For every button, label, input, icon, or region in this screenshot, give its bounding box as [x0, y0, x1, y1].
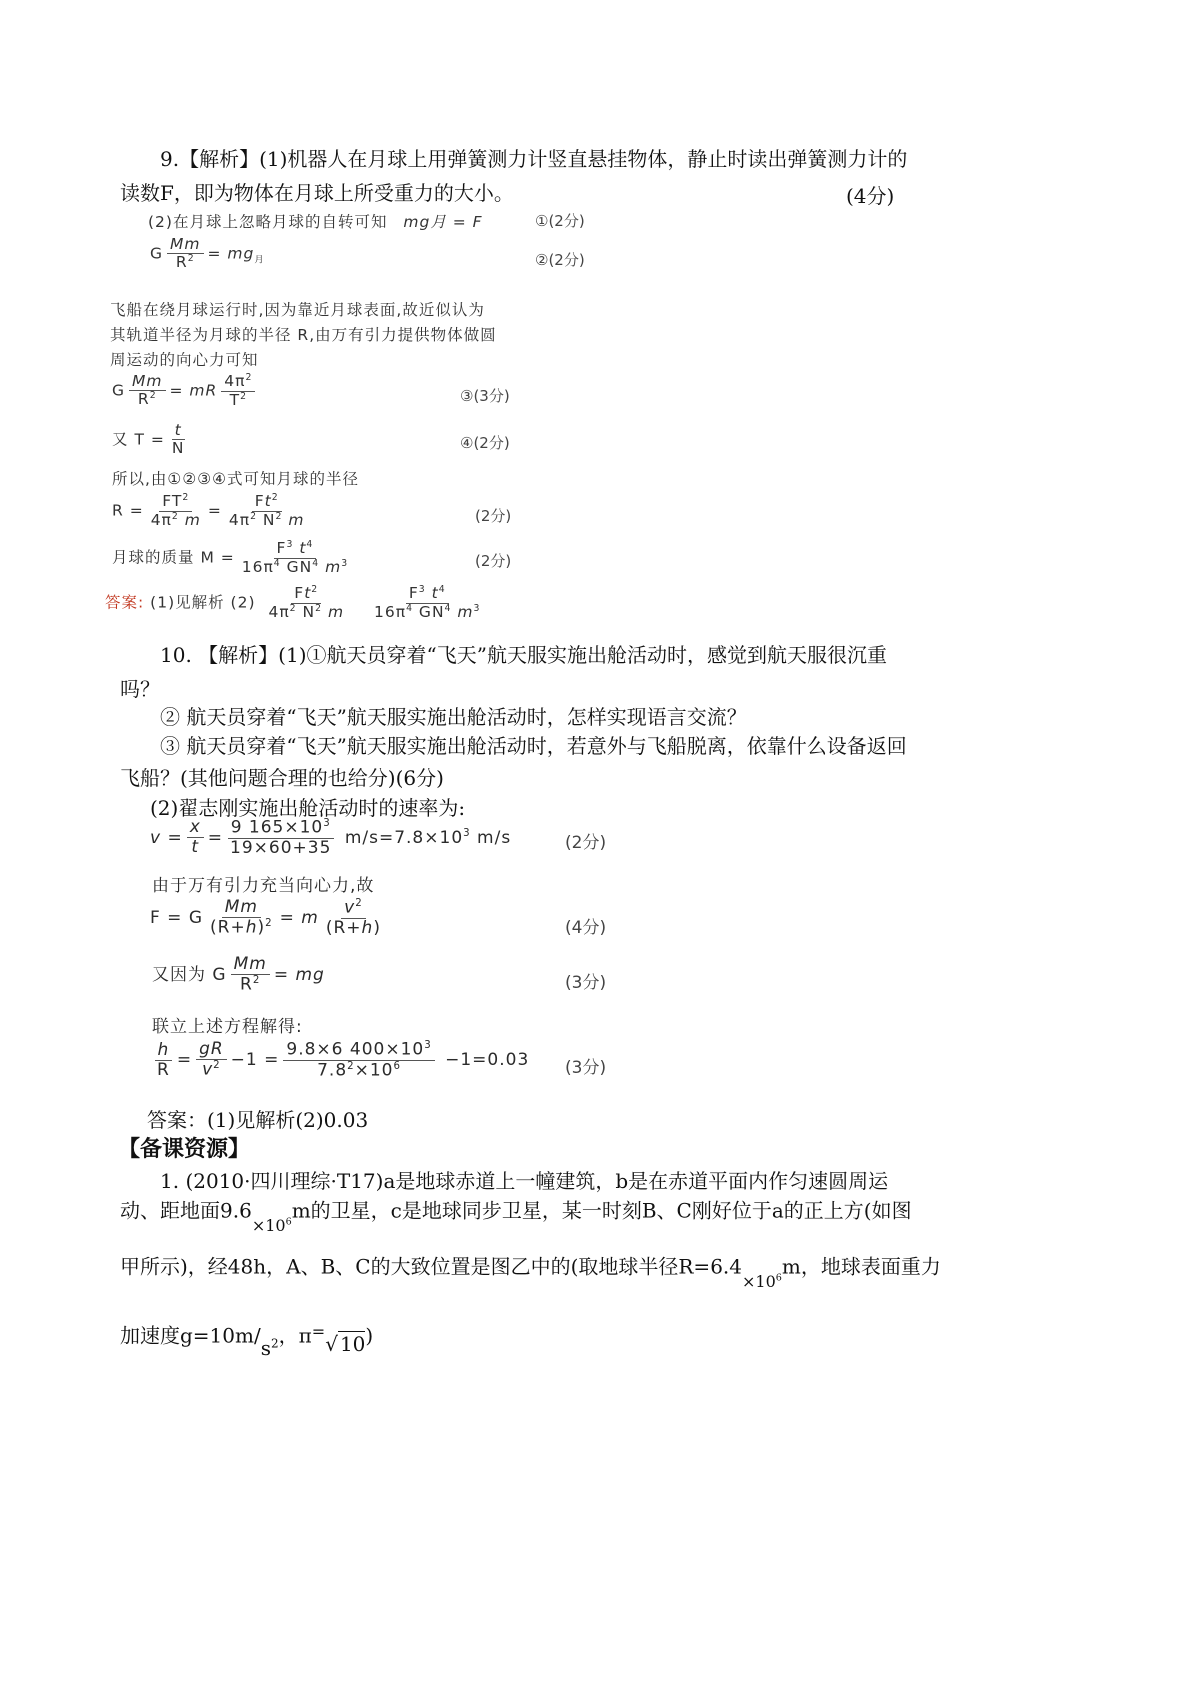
- q10-velocity-eq: v = $\frac{x}{t}$ = $\frac{9 165\times 10^3}{19\times 60+35}$ $m/s=7.8\times 10^3$ m/s: [150, 817, 512, 858]
- resource-p1-line4: 加速度$g=10m/s^2$，π=√ 10): [120, 1321, 374, 1360]
- q9-eq2: G $\frac{Mm}{R^2}$ = $mg_月$: [150, 235, 265, 272]
- q10-line2: 吗？: [120, 677, 160, 701]
- q9-radius-eq: R = $\frac{FT^2}{4\pi^2 m}$ = $\frac{Ft^2}{4\pi^2 N^2 m}$: [112, 492, 305, 529]
- q10-ratio-score: (3分): [565, 1058, 607, 1078]
- q10-line6: (2)翟志刚实施出舱活动时的速率为:: [150, 796, 466, 820]
- q9-s2: (2)在月球上忽略月球的自转可知 mg月 = F: [148, 213, 483, 231]
- q9-mass-score: (2分): [475, 552, 512, 570]
- q9-orbit-l1: 飞船在绕月球运行时,因为靠近月球表面,故近似认为: [110, 301, 485, 319]
- q10-velocity-score: (2分): [565, 833, 607, 853]
- q9-line2: 读数F，即为物体在月球上所受重力的大小。: [120, 181, 514, 205]
- resource-heading: 【备课资源】: [118, 1137, 251, 1162]
- q10-force-eq: F = G $\frac{Mm}{(R+h)^2}$ = m $\frac{v^2}{(R+h)}$: [150, 897, 381, 938]
- q10-force-score: (4分): [565, 918, 607, 938]
- q10-line5: 飞船？(其他问题合理的也给分)(6分): [120, 766, 444, 790]
- q9-s2-score: ①(2分): [535, 212, 585, 230]
- resource-p1-line2: 动、距地面$9.6_{\times 10^6}m$的卫星，c是地球同步卫星，某一时刻B、C刚好位于a的正上方(如图: [120, 1198, 912, 1236]
- q9-line1: 9.【解析】(1)机器人在月球上用弹簧测力计竖直悬挂物体，静止时读出弹簧测力计的: [160, 147, 908, 171]
- q9-eq2-score: ②(2分): [535, 251, 585, 269]
- resource-p1-line3: 甲所示)，经48h，A、B、C的大致位置是图乙中的(取地球半径$R=6.4_{\times 10^6}m$，地球表面重力: [120, 1254, 941, 1292]
- q10-ratio-eq: $\frac{h}{R}$ = $\frac{gR}{v^2}$ −1 = $\frac{9.8\times 6 400\times 10^3}{7.8^2\times 10^6}$ −1=0.03: [150, 1040, 529, 1080]
- q10-solve-text: 联立上述方程解得:: [152, 1017, 303, 1037]
- q10-gravity-eq: 又因为 G $\frac{Mm}{R^2}$ = mg: [152, 954, 325, 995]
- q9-eq3: G $\frac{Mm}{R^2}$ = mR $\frac{4\pi^2}{T^2}$: [112, 373, 259, 409]
- q9-eq4-score: ④(2分): [460, 434, 510, 452]
- q9-mass-eq: 月球的质量 M = $\frac{F^3 t^4}{16\pi^4 GN^4 m^3}$: [112, 539, 349, 576]
- q10-line4: ③ 航天员穿着“飞天”航天服实施出舱活动时，若意外与飞船脱离，依靠什么设备返回: [160, 734, 907, 758]
- q9-so: 所以,由①②③④式可知月球的半径: [112, 470, 360, 488]
- q9-orbit-l3: 周运动的向心力可知: [110, 351, 259, 369]
- q9-eq4: 又 T = $\frac{t}{N}$: [112, 421, 185, 458]
- q9-radius-score: (2分): [475, 507, 512, 525]
- q10-grav-text: 由于万有引力充当向心力,故: [152, 876, 375, 896]
- q9-orbit-l2: 其轨道半径为月球的半径 R,由万有引力提供物体做圆: [110, 326, 497, 344]
- q10-gravity-score: (3分): [565, 973, 607, 993]
- q10-answer: 答案：(1)见解析(2)0.03: [147, 1108, 369, 1132]
- q9-score: (4分): [846, 184, 895, 208]
- q10-line1: 10. 【解析】(1)①航天员穿着“飞天”航天服实施出舱活动时，感觉到航天服很沉重: [160, 643, 887, 667]
- q9-eq3-score: ③(3分): [460, 387, 510, 405]
- q10-line3: ② 航天员穿着“飞天”航天服实施出舱活动时，怎样实现语言交流？: [160, 705, 747, 729]
- resource-p1-line1: 1. (2010·四川理综·T17)a是地球赤道上一幢建筑，b是在赤道平面内作匀速圆周运: [160, 1169, 889, 1193]
- q9-answer: 答案: (1)见解析 (2) $\frac{Ft^2}{4\pi^2 N^2 m}$ $\frac{F^3 t^4}{16\pi^4 GN^4 m^3}$: [105, 584, 481, 621]
